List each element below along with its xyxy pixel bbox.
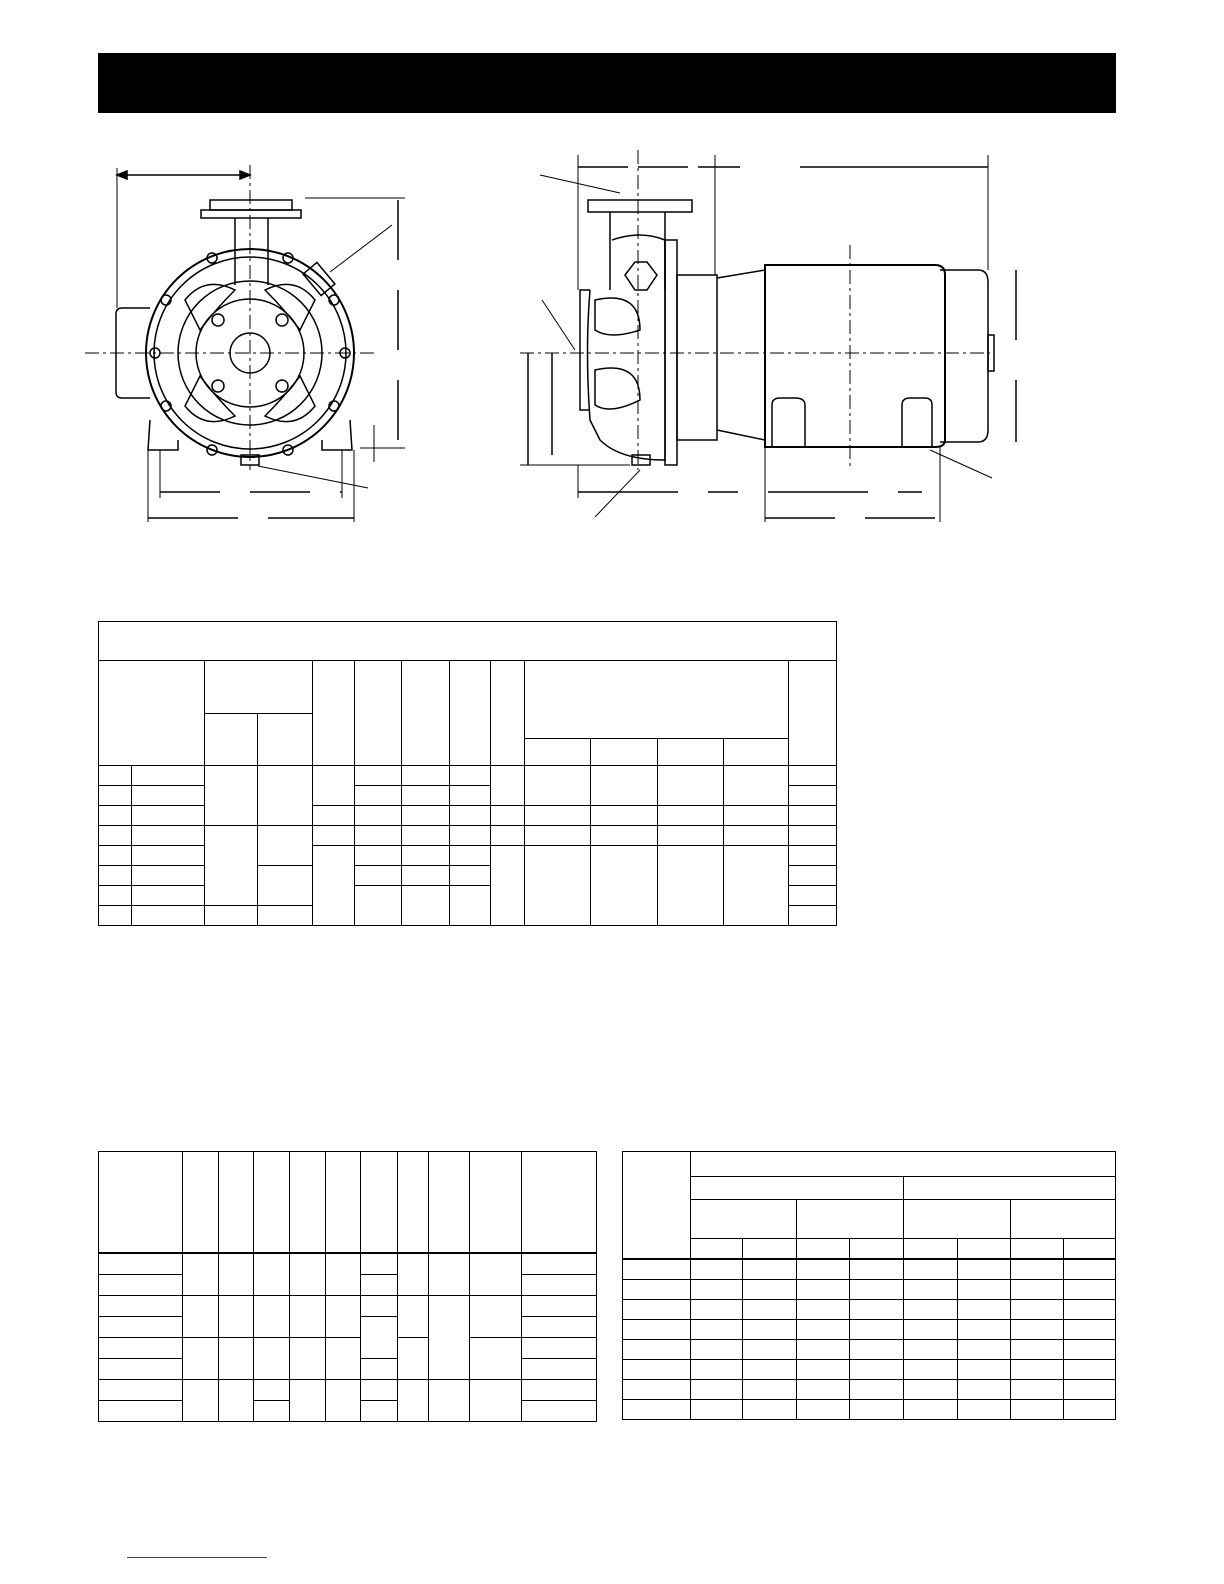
table-row: [623, 1400, 1116, 1420]
spec-table: [98, 621, 837, 926]
table-row: [99, 1253, 597, 1275]
spec-table-title: [99, 622, 837, 661]
table-row: [623, 1340, 1116, 1360]
table-row: [623, 1280, 1116, 1300]
pump-side-view: [520, 150, 1016, 522]
table-row: [99, 766, 837, 786]
table-row: [99, 826, 837, 846]
table-row: [99, 1296, 597, 1317]
page-title: [98, 68, 114, 98]
table-row: [99, 1380, 597, 1401]
dimension-drawings: [0, 120, 1224, 540]
table-row: [623, 1259, 1116, 1280]
table-row: [99, 1338, 597, 1359]
table-row: [623, 1300, 1116, 1320]
page-title-bar: [98, 53, 1116, 113]
dimensions-table: [98, 1151, 597, 1422]
footer-link[interactable]: [127, 1557, 267, 1558]
table-row: [623, 1360, 1116, 1380]
performance-table: [622, 1151, 1116, 1420]
table-row: [623, 1380, 1116, 1400]
table-row: [623, 1320, 1116, 1340]
pump-front-view: [85, 165, 405, 522]
